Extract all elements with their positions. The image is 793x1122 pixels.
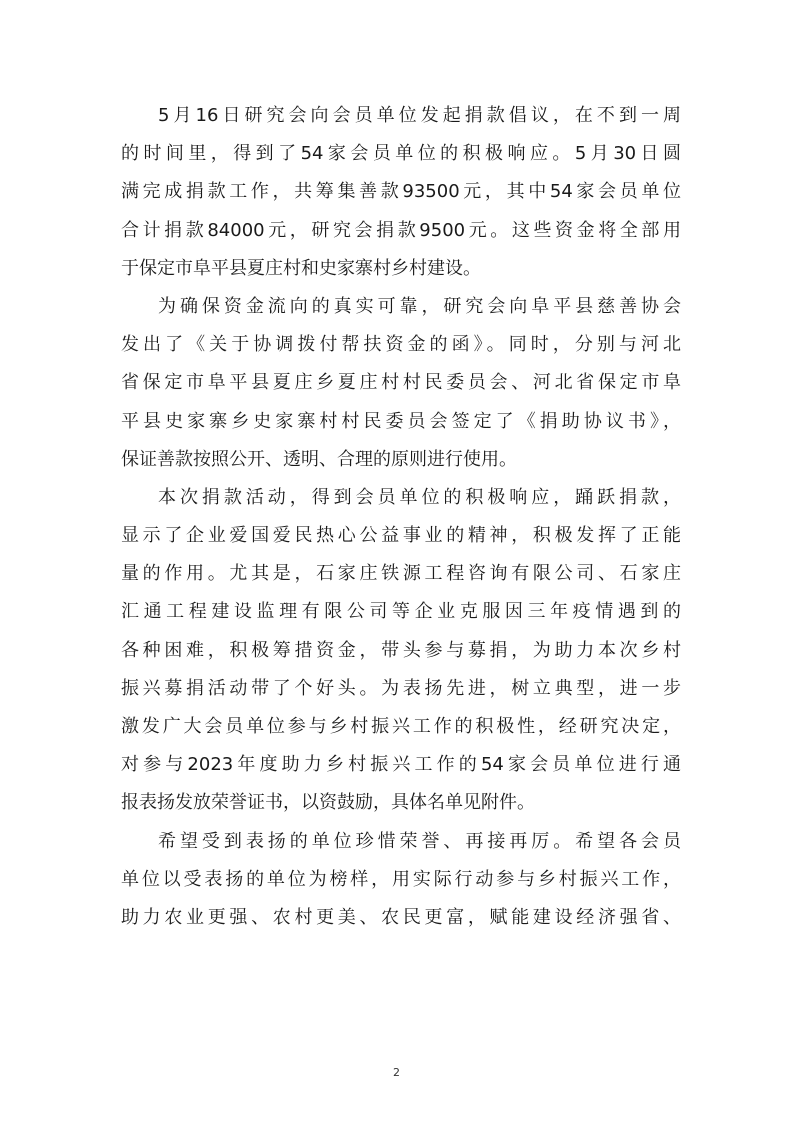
text-line: 合计捐款84000元，研究会捐款9500元。这些资金将全部用 — [121, 219, 681, 241]
text-line: 各种困难，积极筹措资金，带头参与募捐，为助力本次乡村 — [121, 639, 681, 661]
text-line: 发出了《关于协调拨付帮扶资金的函》。同时，分别与河北 — [121, 334, 681, 356]
text-line: 汇通工程建设监理有限公司等企业克服因三年疫情遇到的 — [121, 601, 681, 623]
text-line: 助力农业更强、农村更美、农民更富，赋能建设经济强省、 — [121, 906, 681, 928]
paragraph-4 — [121, 823, 681, 938]
body-text — [121, 97, 681, 937]
text-line: 对参与2023年度助力乡村振兴工作的54家会员单位进行通 — [121, 754, 681, 776]
paragraph-2 — [121, 288, 681, 479]
text-line: 本次捐款活动，得到会员单位的积极响应，踊跃捐款， — [158, 486, 681, 508]
page-number: 2 — [393, 1066, 400, 1079]
text-line: 单位以受表扬的单位为榜样，用实际行动参与乡村振兴工作， — [121, 868, 681, 890]
text-line: 希望受到表扬的单位珍惜荣誉、再接再厉。希望各会员 — [158, 830, 681, 852]
text-line: 保证善款按照公开、透明、合理的原则进行使用。 — [121, 448, 517, 470]
text-line: 的时间里，得到了54家会员单位的积极响应。5月30日圆 — [121, 143, 681, 165]
text-line: 激发广大会员单位参与乡村振兴工作的积极性，经研究决定， — [121, 716, 681, 737]
text-line: 为确保资金流向的真实可靠，研究会向阜平县慈善协会 — [158, 295, 681, 317]
text-line: 振兴募捐活动带了个好头。为表扬先进，树立典型，进一步 — [121, 677, 681, 699]
paragraph-3 — [121, 479, 681, 823]
text-line: 5月16日研究会向会员单位发起捐款倡议，在不到一周 — [158, 105, 681, 126]
text-line: 量的作用。尤其是，石家庄铁源工程咨询有限公司、石家庄 — [121, 563, 681, 585]
text-line: 平县史家寨乡史家寨村村民委员会签定了《捐助协议书》， — [121, 410, 681, 432]
text-line: 于保定市阜平县夏庄村和史家寨村乡村建设。 — [121, 257, 481, 279]
text-line: 报表扬发放荣誉证书，以资鼓励，具体名单见附件。 — [121, 792, 535, 814]
text-line: 满完成捐款工作，共筹集善款93500元，其中54家会员单位 — [121, 181, 681, 203]
text-line: 显示了企业爱国爱民热心公益事业的精神，积极发挥了正能 — [121, 525, 681, 547]
text-line: 省保定市阜平县夏庄乡夏庄村村民委员会、河北省保定市阜 — [121, 372, 681, 394]
paragraph-1 — [121, 97, 681, 288]
